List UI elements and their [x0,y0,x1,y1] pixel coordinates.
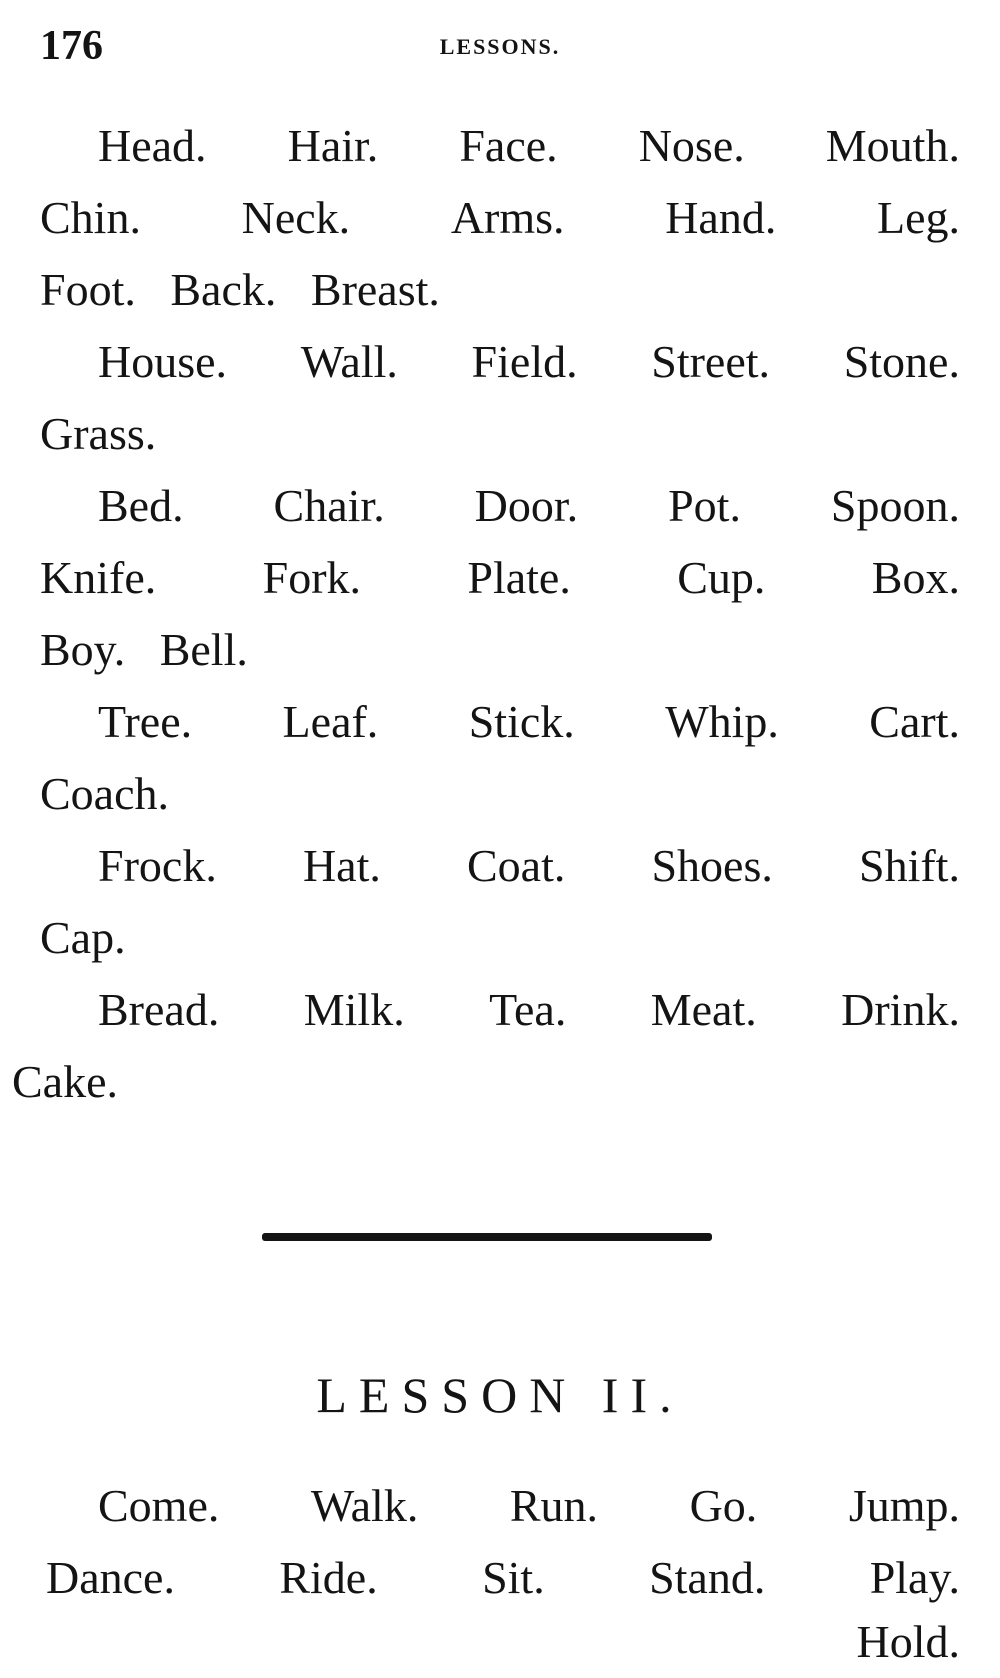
section-divider [262,1233,712,1241]
word: Spoon. [830,480,960,531]
word-line [46,1542,960,1614]
word-line [98,110,960,182]
word: Cup. [677,552,766,603]
word: Hold. [856,1616,960,1667]
word: Arms. [450,192,565,243]
word: Nose. [638,120,745,171]
word: Knife. [40,552,157,603]
word: Mouth. [825,120,960,171]
word: House. [98,336,228,387]
word: Ride. [279,1552,378,1603]
word: Foot. [40,264,136,315]
word: Pot. [668,480,741,531]
word: Coat. [466,840,566,891]
word: Hat. [302,840,381,891]
word: Meat. [650,984,757,1035]
word: Cart. [869,696,960,747]
word-line [98,470,960,542]
word-line [40,398,960,470]
word: Bell. [159,624,248,675]
word: Play. [869,1552,960,1603]
running-title: LESSONS. [439,34,561,59]
word-line [12,1046,932,1118]
word-line [40,1606,960,1678]
word-line [98,1470,960,1542]
word: Field. [471,336,578,387]
word-line [40,614,960,686]
word: Door. [474,480,579,531]
word: Go. [689,1480,758,1531]
word: Grass. [40,408,157,459]
word: Jump. [848,1480,960,1531]
word: Cap. [40,912,126,963]
word: Shoes. [651,840,773,891]
word: Shift. [858,840,960,891]
word: Neck. [241,192,351,243]
word: Run. [509,1480,599,1531]
word: Leg. [876,192,960,243]
word: Chair. [273,480,385,531]
word: Come. [98,1480,220,1531]
word: Chin. [40,192,141,243]
word-line [40,542,960,614]
word-line [40,182,960,254]
running-head [40,22,960,82]
word: Drink. [841,984,960,1035]
word: Head. [98,120,207,171]
word: Milk. [303,984,405,1035]
word: Tree. [98,696,193,747]
word: Stand. [649,1552,766,1603]
word-line [98,686,960,758]
word: Box. [871,552,960,603]
word: Whip. [665,696,779,747]
word-line [98,830,960,902]
word: Frock. [98,840,217,891]
lesson-heading: LESSON II. [316,1367,684,1423]
word-line [40,758,960,830]
word: Sit. [482,1552,545,1603]
word-line [40,902,960,974]
word: Tea. [489,984,567,1035]
word: Face. [459,120,558,171]
word: Wall. [300,336,398,387]
word: Coach. [40,768,170,819]
word: Hair. [287,120,379,171]
word: Street. [651,336,771,387]
word-line [98,326,960,398]
word: Walk. [310,1480,419,1531]
word: Plate. [467,552,571,603]
word: Boy. [40,624,126,675]
word: Stick. [468,696,575,747]
word-line [40,254,960,326]
word: Fork. [262,552,362,603]
word: Cake. [12,1056,119,1107]
page-number: 176 [40,23,103,69]
word: Back. [170,264,277,315]
word-line [98,974,960,1046]
word: Stone. [843,336,960,387]
word: Dance. [46,1552,175,1603]
word: Bread. [98,984,220,1035]
word: Leaf. [282,696,379,747]
word: Hand. [665,192,777,243]
word: Breast. [310,264,440,315]
word: Bed. [98,480,184,531]
